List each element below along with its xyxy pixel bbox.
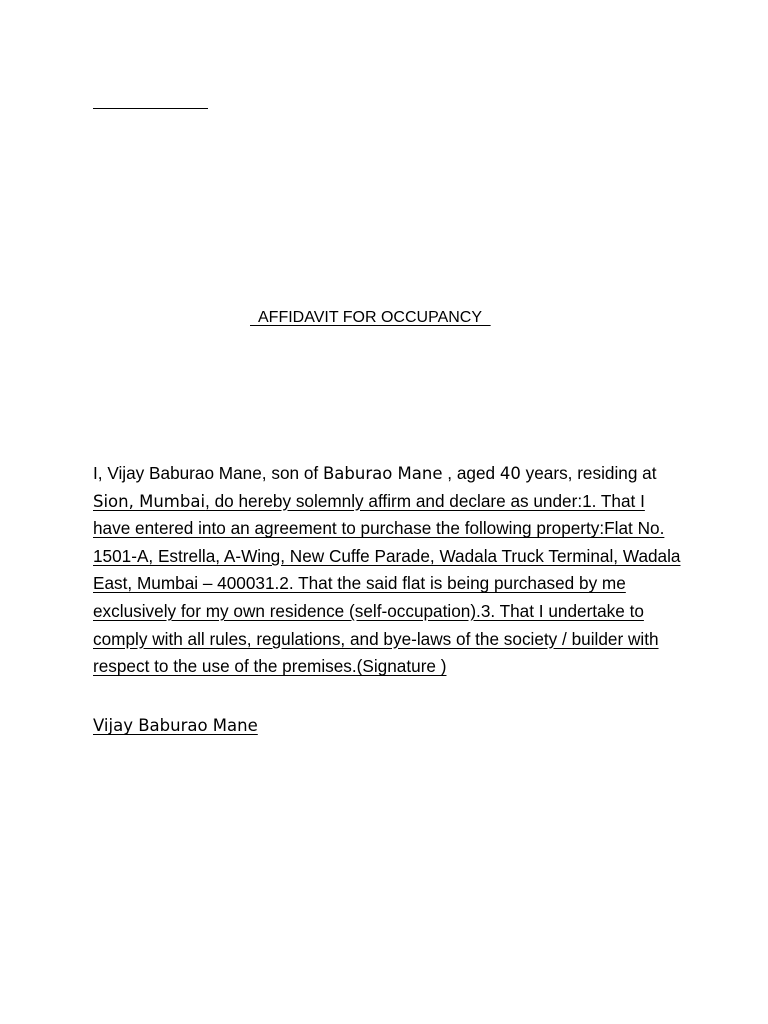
residence-place: Sion, Mumbai — [93, 491, 206, 511]
father-name: Baburao Mane — [322, 464, 443, 483]
age-value: 40 — [499, 464, 521, 483]
intro-residing: years, residing at — [520, 463, 657, 483]
declaration-text: , do hereby solemnly affirm and declare as under:1. That I have entered into an agreement to purchase the following property:Flat No. 1501-A, Estrella, A-Wing, New Cuffe Parade, Wadala Truck Terminal, Wadala East, Mumbai – 400031.2. That the said flat is being purchased by me exclusively for my own residence (self-occupation).3. That I undertake to comply with all rules, regulations, and bye-laws of the society / builder with respect to the use of the premises.(Signature ) — [93, 490, 681, 677]
top-blank-line — [93, 108, 208, 109]
intro-aged: , aged — [442, 463, 500, 483]
document-title: AFFIDAVIT FOR OCCUPANCY — [250, 309, 491, 326]
intro-prefix: I, Vijay Baburao Mane, son of — [93, 463, 323, 483]
affidavit-body — [93, 460, 683, 681]
signatory-name: Vijay Baburao Mane — [93, 716, 258, 735]
